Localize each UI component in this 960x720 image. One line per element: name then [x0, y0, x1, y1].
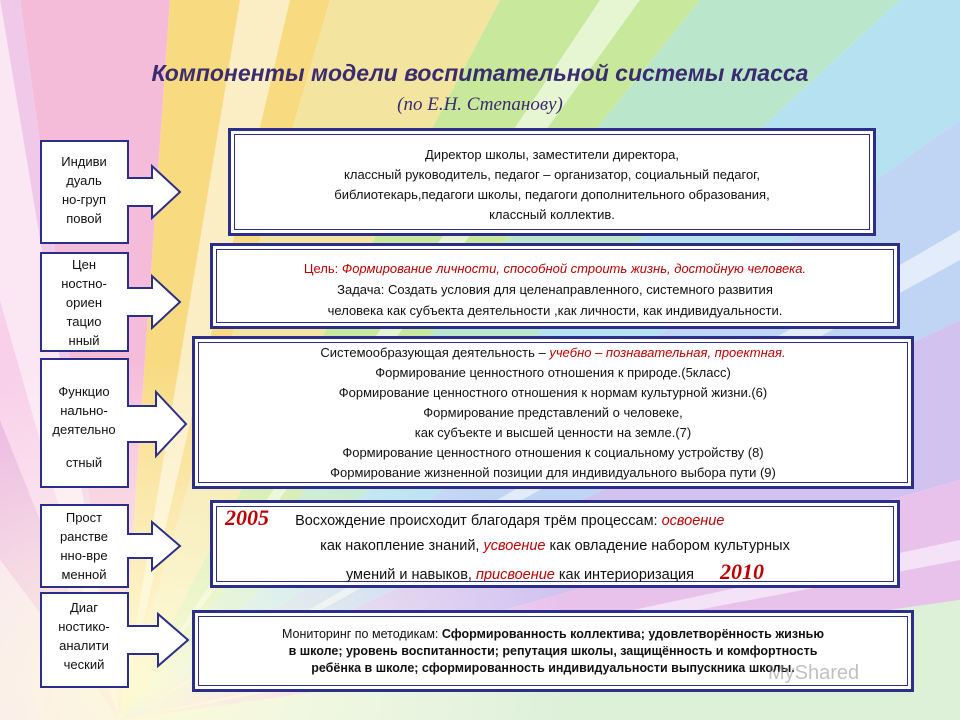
component-label-line: аналити [59, 638, 109, 653]
monitoring-line-3: ребёнка в школе; сформированность индивидуальности выпускника школы. [311, 661, 795, 675]
component-label-line: ностико- [58, 619, 110, 634]
component-label-line: Индиви [61, 154, 107, 169]
component-label-line: Функцио [58, 384, 110, 399]
box-text-line: Формирование жизненной позиции для индивидуального выбора пути (9) [330, 465, 776, 480]
goal-label: Цель: [303, 261, 339, 276]
system-activity-line [195, 343, 911, 363]
component-arrow-diagnostic-analytic [40, 592, 190, 688]
year-start: 2005 [225, 505, 269, 530]
activity-box [192, 336, 914, 489]
component-label-line: менной [61, 567, 107, 582]
box-text-line: Формирование ценностного отношения к природе.(5класс) [375, 365, 731, 380]
task-label: Задача: [337, 282, 385, 297]
component-arrow-value-oriented [40, 252, 182, 352]
component-label-line: ориен [65, 295, 103, 310]
watermark-text: MyShared [768, 662, 860, 684]
box-text-line: Формирование ценностного отношения к нормам культурной жизни.(6) [338, 385, 768, 400]
task-text: Создать условия для целенаправленного, системного развития [388, 282, 773, 297]
page-subtitle: (по Е.Н. Степанову) [397, 94, 563, 115]
box-text-line: как субъекте и высшей ценности на земле.(7) [414, 425, 692, 440]
ascension-line-1 [213, 505, 897, 534]
watermark-logo [768, 662, 938, 688]
task-line [213, 279, 897, 300]
component-label-line: ностно- [61, 276, 107, 291]
ascension-text: как интериоризация [558, 567, 694, 583]
component-label-line: стный [65, 455, 103, 470]
monitoring-text: Сформированность коллектива; удовлетворённость жизнью [441, 627, 824, 641]
box-text-line: Формирование ценностного отношения к социальному устройству (8) [342, 445, 764, 460]
task-line-2: человека как субъекта деятельности ,как личности, как индивидуальности. [327, 303, 783, 318]
ascension-text: Восхождение происходит благодаря трём процессам: [295, 513, 658, 529]
ascension-line-3 [213, 559, 897, 588]
box-text-line: Формирование представлений о человеке, [423, 405, 683, 420]
participants-box [228, 128, 876, 236]
component-arrow-functional-activity [40, 358, 188, 488]
year-end: 2010 [720, 559, 765, 584]
component-arrow-spatial-temporal [40, 504, 182, 588]
box-text-line: Директор школы, заместители директора, [425, 147, 679, 162]
goal-text: Формирование личности, способной строить жизнь, достойную человека. [341, 261, 807, 276]
system-activity-prefix: Системообразующая деятельность – [320, 345, 546, 360]
component-label-line: Цен [71, 257, 97, 272]
term-assimilation: усвоение [483, 538, 546, 554]
goal-line [213, 258, 897, 279]
component-label-line: ческий [63, 657, 105, 672]
component-label-line: но-груп [61, 192, 107, 207]
box-text-line: классный коллектив. [489, 207, 615, 222]
component-label-line: Диаг [69, 600, 99, 615]
ascension-text: умений и навыков, [345, 567, 472, 583]
system-activity-highlight: учебно – познавательная, проектная. [549, 345, 786, 360]
box-text-line: библиотекарь,педагоги школы, педагоги дополнительного образования, [334, 187, 770, 202]
component-arrow-individual-group [40, 140, 182, 244]
box-text-line: классный руководитель, педагог – организатор, социальный педагог, [344, 167, 760, 182]
ascension-text: как овладение набором культурных [549, 538, 790, 554]
ascension-text: как накопление знаний, [320, 538, 480, 554]
component-label-line: ранстве [59, 529, 109, 544]
component-label-line: нно-вре [60, 548, 108, 563]
ascension-line-2 [213, 534, 897, 559]
monitoring-line-2: в школе; уровень воспитанности; репутация школы, защищённость и комфортность [288, 644, 818, 658]
page-title: Компоненты модели воспитательной системы класса [151, 60, 809, 86]
component-label-line: деятельно [52, 422, 116, 437]
component-label-line: Прост [65, 510, 103, 525]
term-mastering: освоение [661, 513, 725, 529]
monitoring-prefix: Мониторинг по методикам: [281, 627, 439, 641]
goal-task-box [210, 243, 900, 329]
component-label-line: нный [68, 333, 100, 348]
component-label-line: тацио [66, 314, 102, 329]
component-label-line: нально- [60, 403, 108, 418]
component-label-line: повой [66, 211, 102, 226]
term-appropriation: присвоение [475, 567, 555, 583]
monitoring-line-1 [195, 626, 911, 643]
ascension-box [210, 500, 900, 588]
component-label-line: дуаль [66, 173, 102, 188]
